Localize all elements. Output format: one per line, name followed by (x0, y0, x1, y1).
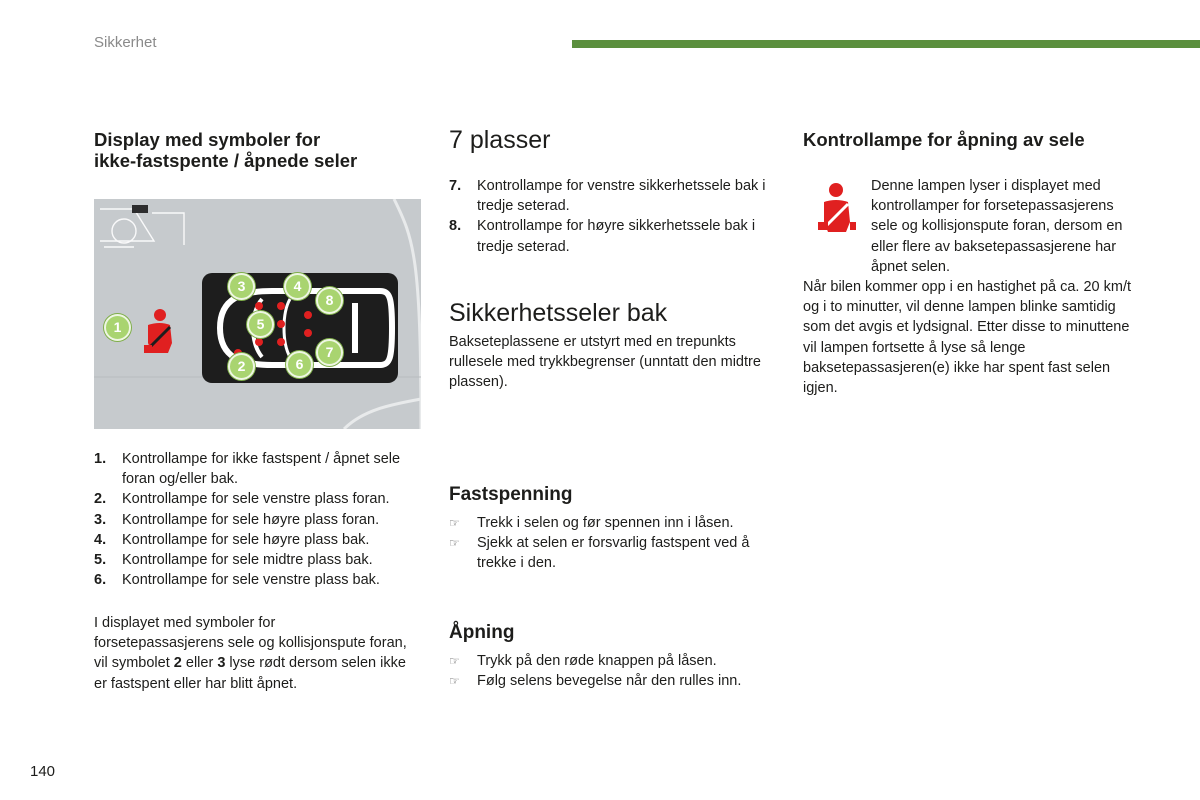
rear-seatbelts-heading: Sikkerhetsseler bak (449, 299, 668, 327)
list-item: 6. Kontrollampe for sele venstre plass bak. (94, 572, 380, 589)
list-item: ☞ Trykk på den røde knappen på låsen. (449, 651, 779, 671)
list-item: ☞ Sjekk at selen er forsvarlig fastspent ved å trekke i den. (449, 533, 779, 573)
seven-seats-heading: 7 plasser (449, 126, 551, 154)
left-item-list (94, 449, 424, 590)
seat-dot (255, 338, 263, 346)
figure-label-5: 5 (247, 311, 274, 338)
list-item: 1. Kontrollampe for ikke fastspent / åpnet sele foran og/eller bak. (94, 451, 401, 488)
seat-dot (255, 302, 263, 310)
fastening-list (449, 513, 779, 574)
figure-label-3: 3 (228, 273, 255, 300)
figure-label-4: 4 (284, 273, 311, 300)
speed-warning-text: Når bilen kommer opp i en hastighet på ca. 20 km/t og i to minutter, vil denne lampen blinke samtidig som det avgis et lydsignal. Etter disse to minuttene vil lampen fortsette å lyse så lenge baksetepassasjeren(e) ikke har spent fast selen igjen. (803, 279, 1132, 397)
left-heading-line1: Display med symboler for (94, 129, 321, 150)
bullet-icon: ☞ (449, 674, 460, 689)
list-item: ☞ Trekk i selen og før spennen inn i låsen. (449, 513, 779, 533)
rear-seatbelt-lamp-icon (812, 182, 856, 236)
list-item: 2. Kontrollampe for sele venstre plass foran. (94, 491, 390, 508)
left-heading-line2: ikke-fastspente / åpnede seler (94, 150, 358, 171)
opening-list (449, 651, 779, 691)
list-item: 7. Kontrollampe for venstre sikkerhetssele bak i tredje seterad. (449, 178, 766, 215)
bullet-icon: ☞ (449, 654, 460, 668)
opening-heading: Åpning (449, 622, 515, 643)
bullet-icon: ☞ (449, 516, 460, 530)
list-item: 5. Kontrollampe for sele midtre plass bak. (94, 552, 373, 569)
seat-dot (304, 311, 312, 319)
section-label: Sikkerhet (94, 34, 157, 51)
rear-seatbelts-text: Bakseteplassene er utstyrt med en trepunkts rullesele med trykkbegrenser (unntatt den midtre plassen). (449, 334, 761, 391)
seven-seats-list (449, 176, 779, 257)
figure-label-1: 1 (104, 314, 131, 341)
figure-label-8: 8 (316, 287, 343, 314)
seat-dot (277, 302, 285, 310)
left-note-paragraph: I displayet med symboler for forsetepassasjerens sele og kollisjonspute foran, vil symbolet 2 eller 3 lyse rødt dersom selen ikke er fastspent eller har blitt åpnet. (94, 615, 407, 692)
seat-dot (277, 338, 285, 346)
lamp-description-text: Denne lampen lyser i displayet med kontrollamper for forsetepassasjerens sele og kollisjonspute foran, dersom en eller flere av baksetepassasjerene har åpnet selen. (871, 178, 1123, 275)
right-heading: Kontrollampe for åpning av sele (803, 129, 1085, 150)
section-accent-bar (572, 40, 1200, 48)
list-item: 4. Kontrollampe for sele høyre plass bak. (94, 531, 370, 548)
page-number: 140 (30, 763, 56, 780)
seatbelt-display-illustration (94, 199, 421, 429)
figure-label-6: 6 (286, 351, 313, 378)
seat-dot (304, 329, 312, 337)
list-item: 8. Kontrollampe for høyre sikkerhetssele bak i tredje seterad. (449, 218, 756, 255)
left-heading (94, 129, 414, 171)
seat-dot (277, 320, 285, 328)
bullet-icon: ☞ (449, 536, 460, 551)
fastening-heading: Fastspenning (449, 484, 573, 505)
list-item: ☞ Følg selens bevegelse når den rulles inn. (449, 671, 779, 691)
list-item: 3. Kontrollampe for sele høyre plass foran. (94, 511, 380, 528)
seatbelt-warning-icon (138, 307, 178, 357)
figure-label-7: 7 (316, 339, 343, 366)
figure-label-2: 2 (228, 353, 255, 380)
